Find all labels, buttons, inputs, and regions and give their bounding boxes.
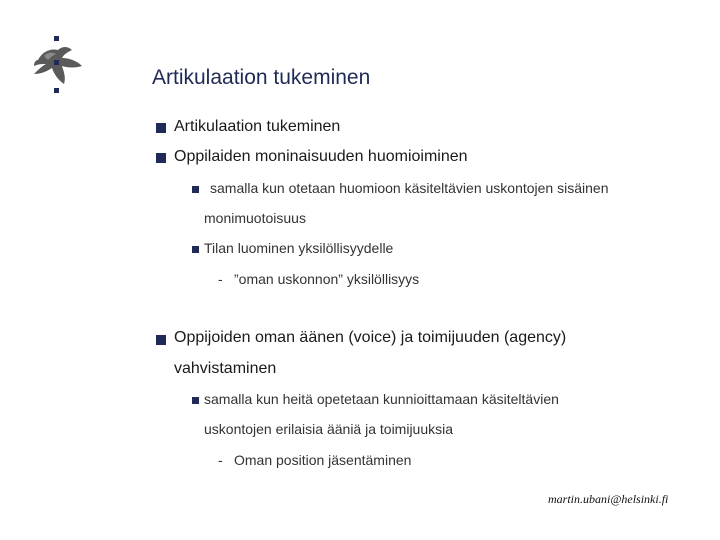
slide-title: Artikulaation tukeminen bbox=[152, 66, 371, 89]
sub-bullet-text: samalla kun otetaan huomioon käsiteltävien uskontojen sisäinen bbox=[210, 180, 609, 196]
sub-bullet-text-continuation: uskontojen erilaisia ääniä ja toimijuuksia bbox=[204, 421, 454, 437]
sub-bullet-text: Tilan luominen yksilöllisyydelle bbox=[204, 240, 394, 256]
sub-bullet-text-continuation: monimuotoisuus bbox=[204, 210, 306, 226]
sub-bullet-marker bbox=[192, 246, 199, 253]
bullet-text: Oppijoiden oman äänen (voice) ja toimijuuden (agency) bbox=[174, 329, 567, 346]
sub-bullet-text: samalla kun heitä opetetaan kunnioittamaan käsiteltävien bbox=[204, 391, 559, 407]
footer-email: martin.ubani@helsinki.fi bbox=[548, 492, 669, 506]
bullet-marker bbox=[156, 335, 166, 345]
bullet-marker bbox=[156, 123, 166, 133]
dash-marker: - bbox=[218, 452, 223, 468]
dash-marker: - bbox=[218, 271, 223, 287]
dash-item-text: ”oman uskonnon” yksilöllisyys bbox=[234, 271, 420, 287]
sub-bullet-marker bbox=[192, 397, 199, 404]
bullet-marker bbox=[156, 153, 166, 163]
sub-bullet-marker bbox=[192, 186, 199, 193]
dash-item-text: Oman position jäsentäminen bbox=[234, 452, 412, 468]
bullet-text: Artikulaation tukeminen bbox=[174, 118, 341, 135]
bullet-text-continuation: vahvistaminen bbox=[174, 360, 277, 377]
bullet-text: Oppilaiden moninaisuuden huomioiminen bbox=[174, 148, 468, 165]
